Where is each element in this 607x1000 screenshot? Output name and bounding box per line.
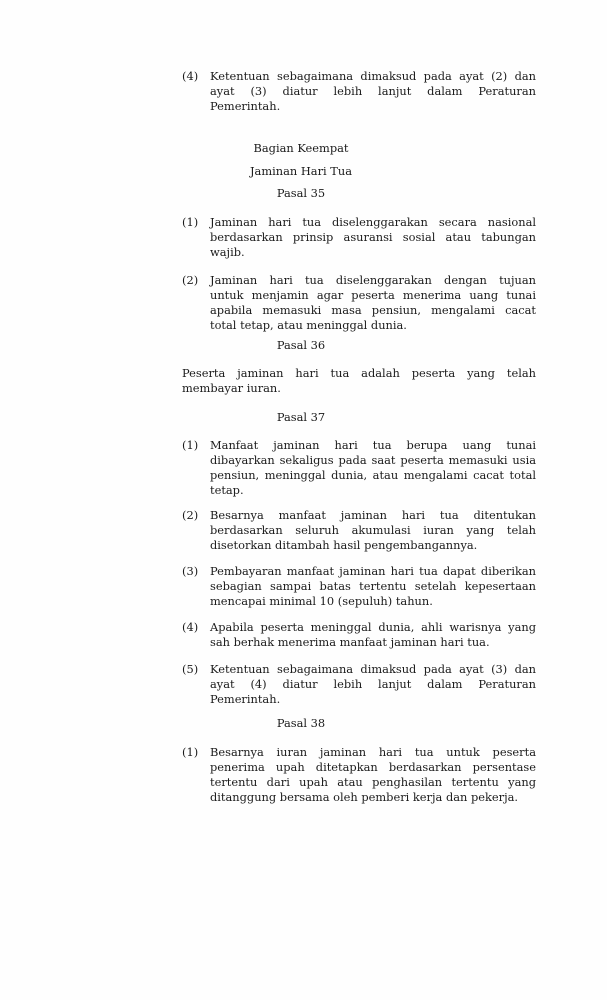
item-number: (1) [182, 745, 199, 759]
item-body [210, 69, 536, 114]
text-line: Jaminan hari tua diselenggarakan dengan tujuan [210, 273, 536, 287]
text-line: berdasarkan seluruh akumulasi iuran yang telah [210, 523, 536, 537]
text-line: Pembayaran manfaat jaminan hari tua dapat diberikan [210, 564, 536, 578]
article-heading: Pasal 35 [276, 186, 326, 200]
text-line: mencapai minimal 10 (sepuluh) tahun. [210, 594, 433, 608]
numbered-item [182, 662, 536, 707]
item-number: (5) [182, 662, 199, 676]
text-line: pensiun, meninggal dunia, atau mengalami cacat total [210, 468, 536, 482]
item-body [210, 215, 536, 260]
item-body [210, 438, 536, 498]
numbered-item [182, 438, 536, 498]
text-line: untuk menjamin agar peserta menerima uang tunai [210, 288, 536, 302]
numbered-item [182, 273, 536, 333]
text-line: Jaminan hari tua diselenggarakan secara nasional [210, 215, 536, 229]
text-line: Besarnya iuran jaminan hari tua untuk peserta [210, 745, 536, 759]
text-line: Peserta jaminan hari tua adalah peserta yang telah [182, 366, 536, 380]
text-line: membayar iuran. [182, 381, 281, 395]
text-line: Besarnya manfaat jaminan hari tua ditentukan [210, 508, 536, 522]
text-line: berdasarkan prinsip asuransi sosial atau tabungan [210, 230, 536, 244]
text-line: sebagian sampai batas tertentu setelah kepesertaan [210, 579, 536, 593]
text-line: tetap. [210, 483, 244, 497]
item-number: (3) [182, 564, 199, 578]
paragraph [182, 366, 536, 396]
text-line: penerima upah ditetapkan berdasarkan persentase [210, 760, 536, 774]
section-subheading: Jaminan Hari Tua [249, 164, 353, 178]
text-line: Pemerintah. [210, 692, 281, 706]
article-heading: Pasal 37 [276, 410, 326, 424]
item-number: (2) [182, 508, 199, 522]
item-body [210, 564, 536, 609]
numbered-item [182, 620, 536, 650]
item-number: (1) [182, 215, 199, 229]
text-line: disetorkan ditambah hasil pengembangannya. [210, 538, 478, 552]
text-line: Manfaat jaminan hari tua berupa uang tunai [210, 438, 536, 452]
numbered-item [182, 508, 536, 553]
numbered-item [182, 564, 536, 609]
numbered-item [182, 745, 536, 805]
text-column [182, 69, 536, 805]
article-heading: Pasal 36 [276, 338, 326, 352]
item-number: (1) [182, 438, 199, 452]
article-heading: Pasal 38 [276, 716, 326, 730]
item-body [210, 620, 536, 650]
text-line: tertentu dari upah atau penghasilan tertentu yang [210, 775, 536, 789]
text-line: total tetap, atau meninggal dunia. [210, 318, 407, 332]
item-body [210, 662, 536, 707]
item-body [210, 508, 536, 553]
item-number: (4) [182, 620, 199, 634]
numbered-item [182, 215, 536, 260]
text-line: ayat (3) diatur lebih lanjut dalam Peraturan [210, 84, 536, 98]
text-line: Pemerintah. [210, 99, 281, 113]
text-line: wajib. [210, 245, 245, 259]
item-number: (4) [182, 69, 199, 83]
item-body [210, 273, 536, 333]
text-line: apabila memasuki masa pensiun, mengalami cacat [210, 303, 536, 317]
text-line: sah berhak menerima manfaat jaminan hari tua. [210, 635, 490, 649]
text-line: ditanggung bersama oleh pemberi kerja dan pekerja. [210, 790, 519, 804]
item-number: (2) [182, 273, 199, 287]
item-body [210, 745, 536, 805]
text-line: Ketentuan sebagaimana dimaksud pada ayat (2) dan [210, 69, 536, 83]
numbered-item [182, 69, 536, 114]
text-line: Ketentuan sebagaimana dimaksud pada ayat (3) dan [210, 662, 536, 676]
section-heading: Bagian Keempat [253, 141, 349, 155]
text-line: dibayarkan sekaligus pada saat peserta memasuki usia [210, 453, 536, 467]
text-line: ayat (4) diatur lebih lanjut dalam Peraturan [210, 677, 536, 691]
text-line: Apabila peserta meninggal dunia, ahli warisnya yang [210, 620, 536, 634]
